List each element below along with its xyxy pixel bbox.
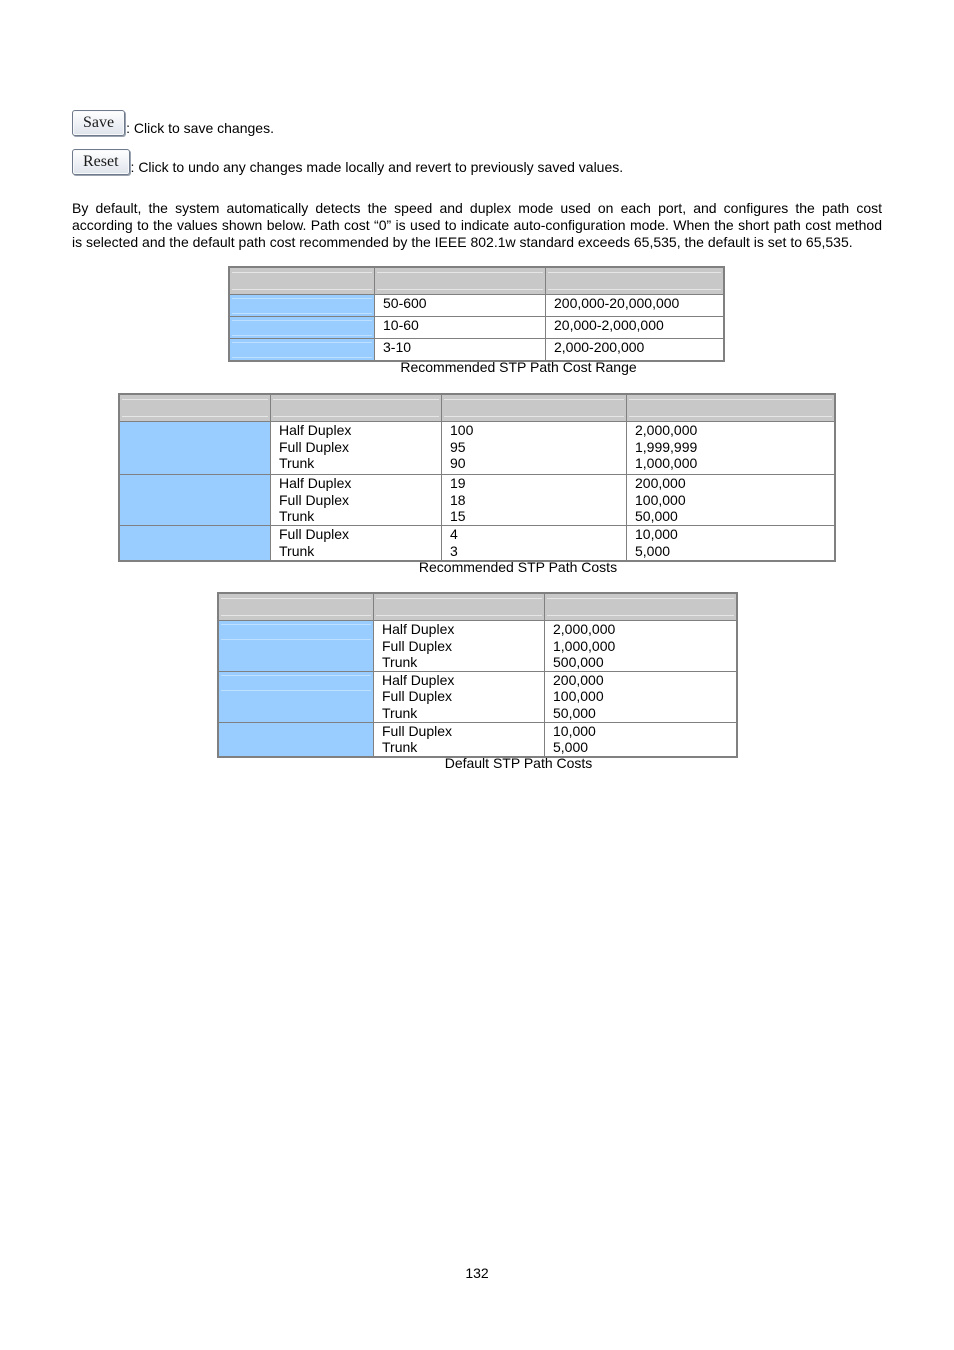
table-cell: 100 95 90 (442, 422, 627, 475)
row-label-cell (119, 475, 271, 526)
save-line (72, 110, 274, 136)
save-description: : Click to save changes. (126, 120, 274, 136)
reset-line (72, 149, 623, 175)
table-cell: 3-10 (375, 339, 546, 362)
table-cell: 200,000 100,000 50,000 (627, 475, 836, 526)
header-cell (218, 593, 374, 621)
header-cell (545, 593, 738, 621)
table-cell: 200,000-20,000,000 (546, 295, 725, 317)
table-cell: 2,000-200,000 (546, 339, 725, 362)
table-cell: Full Duplex Trunk (374, 722, 545, 757)
table-row (229, 339, 724, 362)
table-row (119, 422, 835, 475)
header-cell (374, 593, 545, 621)
header-cell (375, 267, 546, 295)
table-cell: 10,000 5,000 (545, 722, 738, 757)
table-header-row (229, 267, 724, 295)
table-row (119, 526, 835, 561)
table-cell: 10-60 (375, 317, 546, 339)
table-cell: 10,000 5,000 (627, 526, 836, 561)
default-path-costs-table (217, 592, 738, 758)
row-label-cell (229, 339, 375, 362)
header-cell (546, 267, 725, 295)
table-row (218, 621, 737, 672)
row-label-cell (229, 317, 375, 339)
table-cell: Half Duplex Full Duplex Trunk (271, 422, 442, 475)
header-cell (119, 394, 271, 422)
table-cell: Half Duplex Full Duplex Trunk (271, 475, 442, 526)
table-row (119, 475, 835, 526)
table-cell: 19 18 15 (442, 475, 627, 526)
header-cell (442, 394, 627, 422)
table-cell: 2,000,000 1,000,000 500,000 (545, 621, 738, 672)
table-header-row (119, 394, 835, 422)
table2-caption: Recommended STP Path Costs (418, 559, 618, 575)
header-cell (229, 267, 375, 295)
header-cell (627, 394, 836, 422)
table3-caption: Default STP Path Costs (444, 755, 593, 771)
table1-caption: Recommended STP Path Cost Range (400, 359, 637, 375)
row-label-cell (218, 671, 374, 722)
table-cell: 20,000-2,000,000 (546, 317, 725, 339)
table-row (229, 317, 724, 339)
table-row (218, 722, 737, 757)
table-cell: 2,000,000 1,999,999 1,000,000 (627, 422, 836, 475)
row-label-cell (218, 621, 374, 672)
table-header-row (218, 593, 737, 621)
table-cell: Half Duplex Full Duplex Trunk (374, 671, 545, 722)
row-label-cell (229, 295, 375, 317)
reset-button[interactable]: Reset (72, 149, 130, 175)
intro-paragraph: By default, the system automatically detects the speed and duplex mode used on each port, and configures the path cost according to the values shown below. Path cost “0” is used to indicate auto-configuration mode. When the short path cost method is selected and the default path cost recommended by the IEEE 802.1w standard exceeds 65,535, the default is set to 65,535. (72, 200, 882, 250)
row-label-cell (119, 526, 271, 561)
row-label-cell (218, 722, 374, 757)
page-number: 132 (465, 1265, 489, 1281)
recommended-path-costs-table (118, 393, 836, 562)
table-cell: Half Duplex Full Duplex Trunk (374, 621, 545, 672)
table-row (218, 671, 737, 722)
table-row (229, 295, 724, 317)
row-label-cell (119, 422, 271, 475)
reset-description: : Click to undo any changes made locally and revert to previously saved values. (130, 159, 624, 175)
path-cost-range-table (228, 266, 725, 362)
save-button[interactable]: Save (72, 110, 125, 136)
table-cell: 50-600 (375, 295, 546, 317)
table-cell: Full Duplex Trunk (271, 526, 442, 561)
header-cell (271, 394, 442, 422)
table-cell: 200,000 100,000 50,000 (545, 671, 738, 722)
table-cell: 4 3 (442, 526, 627, 561)
